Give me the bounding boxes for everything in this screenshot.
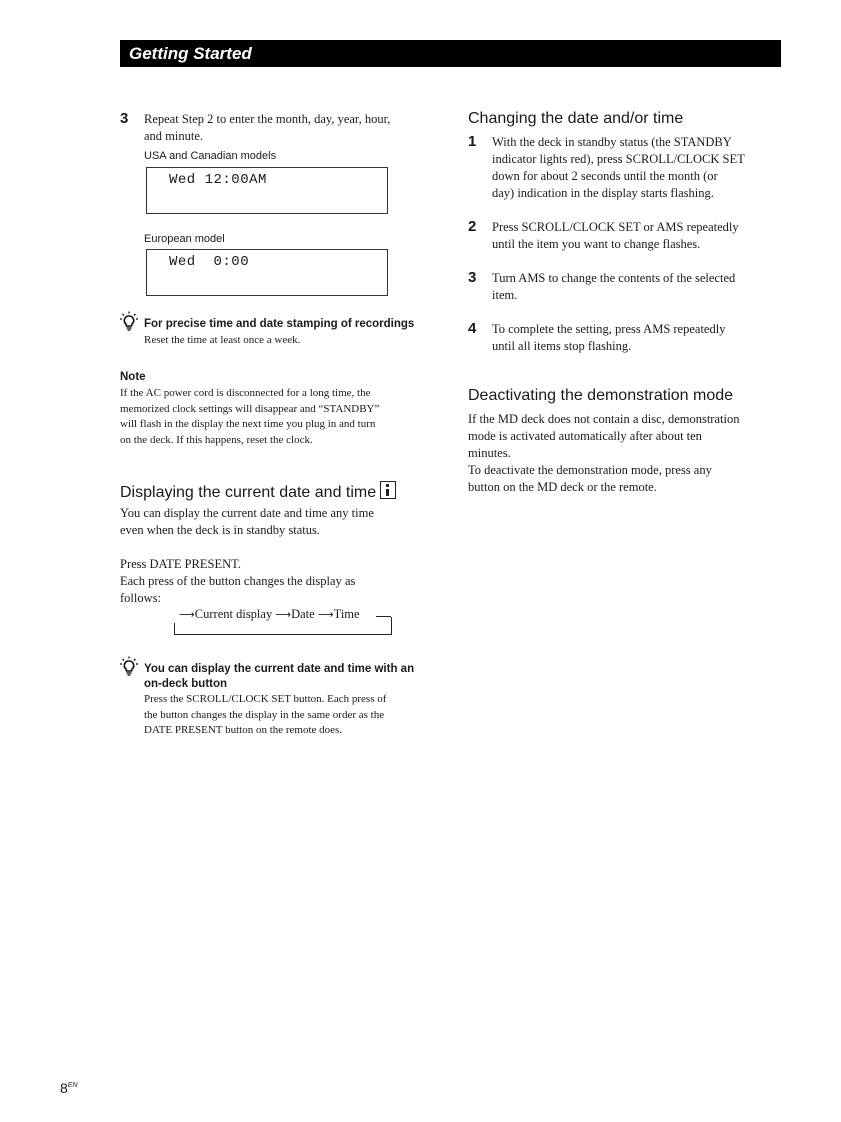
demo-mode-heading: Deactivating the demonstration mode <box>468 387 734 404</box>
each-press-text <box>120 573 355 607</box>
text-line: indicator lights red), press SCROLL/CLOCK SET <box>492 152 745 166</box>
note-text <box>120 386 379 448</box>
step-number: 1 <box>468 133 477 150</box>
usa-display-box <box>146 167 388 214</box>
step-text <box>492 219 739 253</box>
display-intro <box>120 505 374 539</box>
section-header-bar <box>120 40 781 67</box>
tip-text: Reset the time at least once a week. <box>144 334 301 346</box>
step-text <box>492 134 745 202</box>
text-line: Press SCROLL/CLOCK SET or AMS repeatedly <box>492 220 739 234</box>
euro-display-text: Wed 0:00 <box>169 254 250 270</box>
step-number: 4 <box>468 320 477 337</box>
step3-text <box>144 111 390 145</box>
arrow-right-icon: ⟶ <box>317 608 334 621</box>
text-line: until the item you want to change flashes. <box>492 237 701 251</box>
text-line: Turn AMS to change the contents of the selected <box>492 271 736 285</box>
text-line: even when the deck is in standby status. <box>120 523 320 537</box>
text-line: You can display the current date and time with an <box>144 663 415 675</box>
text-line: With the deck in standby status (the STANDBY <box>492 135 732 149</box>
euro-display-box <box>146 249 388 296</box>
euro-model-label: European model <box>144 233 225 245</box>
text-line: Repeat Step 2 to enter the month, day, year, hour, <box>144 112 391 126</box>
tip-title <box>144 662 414 692</box>
step-text <box>492 270 735 304</box>
heading-text: Displaying the current date and time <box>120 484 377 501</box>
press-instruction: Press DATE PRESENT. <box>120 557 241 571</box>
text-line: down for about 2 seconds until the month (or <box>492 169 718 183</box>
text-line: on-deck button <box>144 678 228 690</box>
text-line: on the deck. If this happens, reset the clock. <box>120 433 313 446</box>
text-line: memorized clock settings will disappear and “STANDBY” <box>120 402 380 415</box>
flow-step: Date <box>291 607 315 621</box>
page-number-value: 8 <box>60 1080 68 1096</box>
text-line: DATE PRESENT button on the remote does. <box>144 724 343 736</box>
note-label: Note <box>120 371 146 383</box>
page-language-suffix: EN <box>67 1082 78 1089</box>
remote-icon <box>380 481 396 499</box>
tip-title: For precise time and date stamping of recordings <box>144 318 415 330</box>
text-line: and minute. <box>144 129 204 143</box>
cycle-labels <box>173 606 362 623</box>
text-line: You can display the current date and time any time <box>120 506 374 520</box>
arrow-right-icon: ⟶ <box>275 608 292 621</box>
page-number <box>60 1080 78 1096</box>
text-line: Each press of the button changes the display as <box>120 574 356 588</box>
text-line: If the MD deck does not contain a disc, demonstration <box>468 412 740 426</box>
text-line: follows: <box>120 591 161 605</box>
text-line: Press the SCROLL/CLOCK SET button. Each press of <box>144 693 387 705</box>
step-number: 2 <box>468 218 477 235</box>
text-line: If the AC power cord is disconnected for a long time, the <box>120 387 371 399</box>
step-text <box>492 321 725 355</box>
flow-step: Current display <box>194 607 273 621</box>
text-line: button on the MD deck or the remote. <box>468 480 657 494</box>
change-date-heading: Changing the date and/or time <box>468 110 684 127</box>
lightbulb-icon <box>119 311 139 336</box>
section-title: Getting Started <box>129 44 252 63</box>
text-line: item. <box>492 288 518 302</box>
usa-model-label: USA and Canadian models <box>144 150 277 162</box>
text-line: the button changes the display in the same order as the <box>144 708 385 721</box>
text-line: mode is activated automatically after about ten <box>468 429 702 443</box>
step-number: 3 <box>468 269 477 286</box>
arrow-right-icon: ⟶ <box>179 608 195 621</box>
text-line: will flash in the display the next time you plug in and turn <box>120 418 376 430</box>
display-section-heading <box>120 481 396 502</box>
flow-step: Time <box>333 607 360 621</box>
lightbulb-icon <box>119 656 139 681</box>
tip-text <box>144 692 386 739</box>
text-line: until all items stop flashing. <box>492 339 632 353</box>
text-line: To complete the setting, press AMS repeatedly <box>492 322 726 336</box>
text-line: day) indication in the display starts flashing. <box>492 186 714 200</box>
usa-display-text: Wed 12:00AM <box>169 172 267 188</box>
text-line: To deactivate the demonstration mode, press any <box>468 463 712 477</box>
display-cycle-diagram <box>172 606 394 636</box>
demo-mode-text <box>468 411 739 496</box>
text-line: minutes. <box>468 446 511 460</box>
step-number: 3 <box>120 110 129 127</box>
loop-connector <box>376 616 391 617</box>
